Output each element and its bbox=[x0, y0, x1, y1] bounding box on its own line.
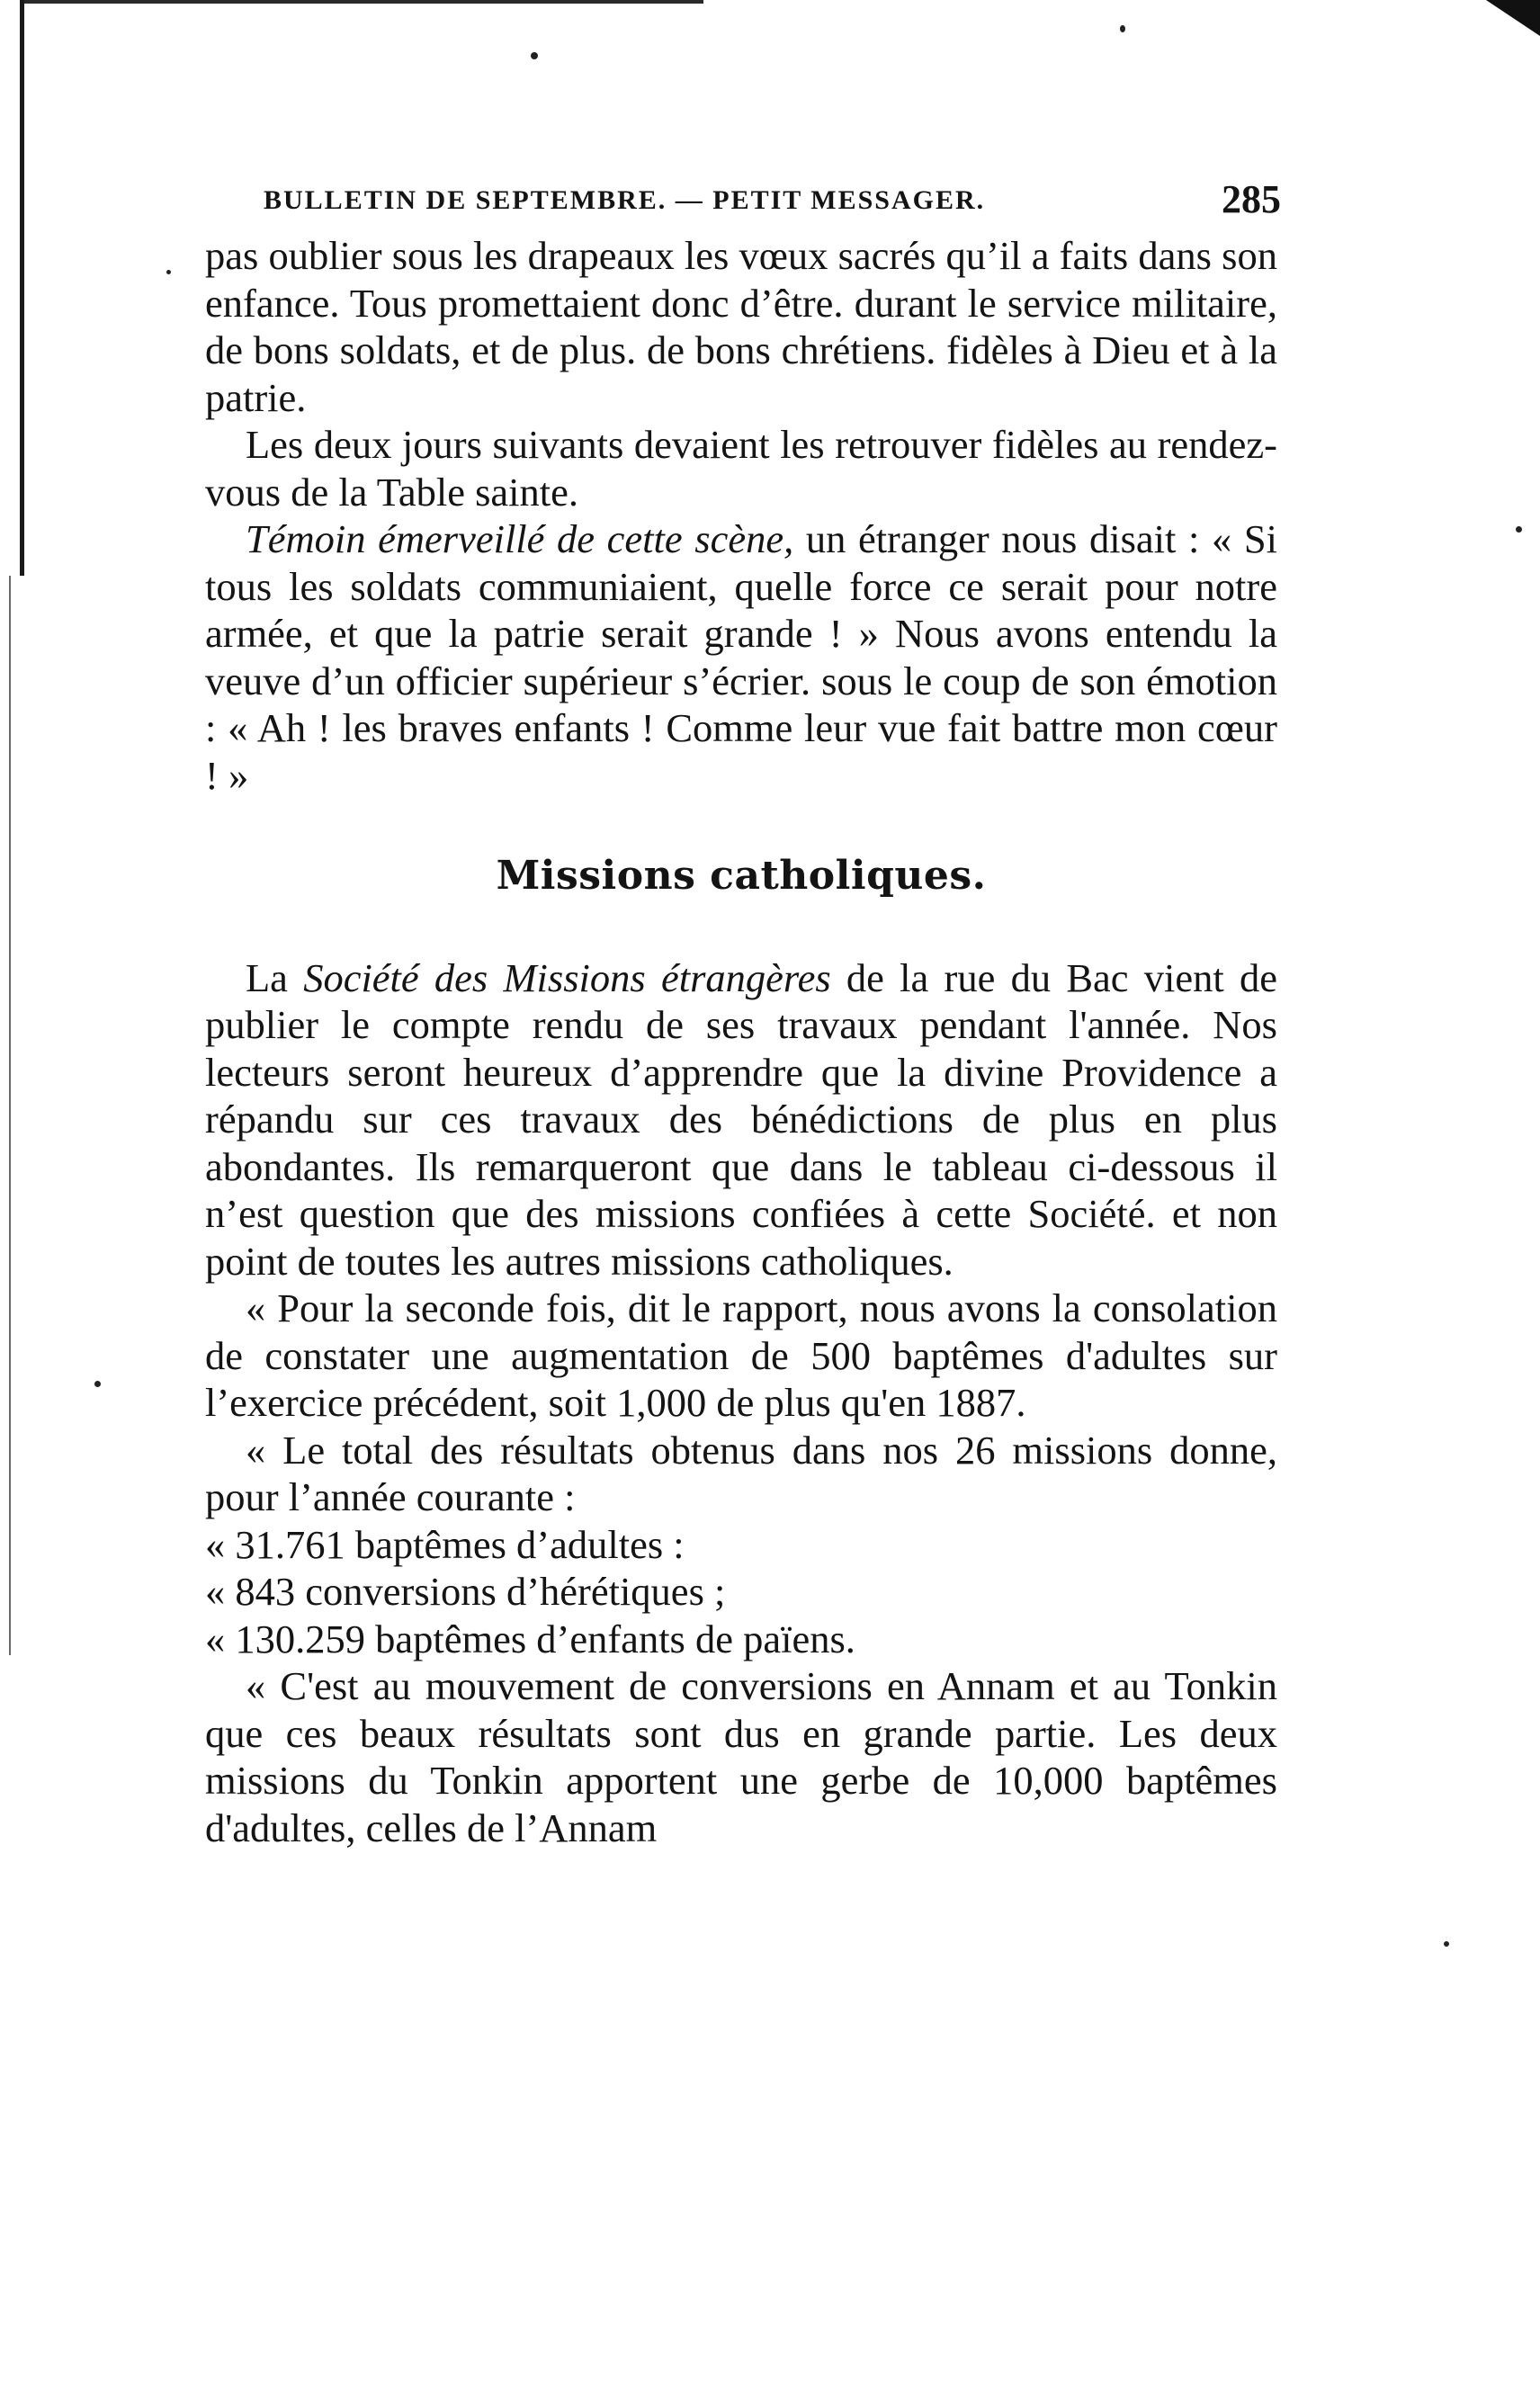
paragraph-text: pas oublier sous les drapeaux les vœux sacrés qu’il a faits dans son enfance. Tous promettaient donc d’être. durant le service militaire, de bons soldats, et de plus. de bons chrétiens. fidèles à Dieu et à la patrie. bbox=[205, 233, 1277, 420]
section-title: Missions catholiques. bbox=[496, 853, 987, 899]
paragraph bbox=[205, 515, 1277, 799]
scan-speck bbox=[1444, 1941, 1449, 1947]
paragraph-text: « C'est au mouvement de conversions en Annam et au Tonkin que ces beaux résultats sont dus en grande partie. Les deux missions du Tonkin apportent une gerbe de 10,000 baptêmes d'adultes, celles de l’Annam bbox=[205, 1663, 1277, 1850]
paragraph-italic-lead: Témoin émerveillé de cette scène, bbox=[246, 516, 794, 561]
paragraph-text: « Le total des résultats obtenus dans nos 26 missions donne, pour l’année courante : bbox=[205, 1427, 1277, 1519]
paragraph-text: « Pour la seconde fois, dit le rapport, nous avons la consolation de constater une augmentation de 500 baptêmes d'adultes sur l’exercice précédent, soit 1,000 de plus qu'en 1887. bbox=[205, 1285, 1277, 1425]
page-number: 285 bbox=[1222, 177, 1281, 221]
paragraph-text: un étranger nous disait : « Si tous les soldats communiaient, quelle force ce serait pour notre armée, et que la patrie serait grande ! » Nous avons entendu la veuve d’un officier supérieur s’écrier. sous le coup de son émotion : « Ah ! les braves enfants ! Comme leur vue fait battre mon cœur ! » bbox=[205, 516, 1277, 798]
paragraph bbox=[205, 421, 1277, 515]
scan-edge-left bbox=[20, 0, 24, 576]
scan-corner-mark bbox=[1486, 0, 1540, 36]
scan-edge-left-lower bbox=[9, 576, 11, 1655]
paragraph-text: de la rue du Bac vient de publier le compte rendu de ses travaux pendant l'année. Nos lecteurs seront heureux d’apprendre que la divine Providence a répandu sur ces travaux des bénédictions de plus en plus abondantes. Ils remarqueront que dans le tableau ci-dessous il n’est question que des missions confiées à cette Société. et non point de toutes les autres missions catholiques. bbox=[205, 954, 1277, 1284]
paragraph bbox=[205, 954, 1277, 1285]
paragraph bbox=[205, 1662, 1277, 1851]
scan-speck bbox=[166, 270, 171, 274]
paragraph bbox=[205, 232, 1277, 421]
result-line: « 843 conversions d’hérétiques ; bbox=[205, 1569, 726, 1614]
society-name: Société des Missions étrangères bbox=[303, 954, 831, 1000]
scan-speck bbox=[1120, 25, 1125, 32]
running-head bbox=[205, 169, 1281, 232]
scan-edge-top bbox=[20, 0, 703, 4]
running-head-title: BULLETIN DE SEPTEMBRE. — PETIT MESSAGER. bbox=[264, 185, 986, 215]
page bbox=[205, 169, 1281, 1851]
paragraph-lead: La bbox=[246, 954, 304, 1000]
scan-speck bbox=[1516, 526, 1522, 533]
paragraph bbox=[205, 1427, 1277, 1521]
body-text bbox=[205, 232, 1277, 1851]
result-line: « 130.259 baptêmes d’enfants de païens. bbox=[205, 1616, 855, 1661]
scan-speck bbox=[94, 1381, 101, 1387]
paragraph bbox=[205, 1285, 1277, 1427]
scan-speck bbox=[531, 52, 538, 59]
result-line: « 31.761 baptêmes d’adultes : bbox=[205, 1521, 685, 1567]
paragraph-text: Les deux jours suivants devaient les retrouver fidèles au rendez-vous de la Table sainte. bbox=[205, 422, 1277, 515]
